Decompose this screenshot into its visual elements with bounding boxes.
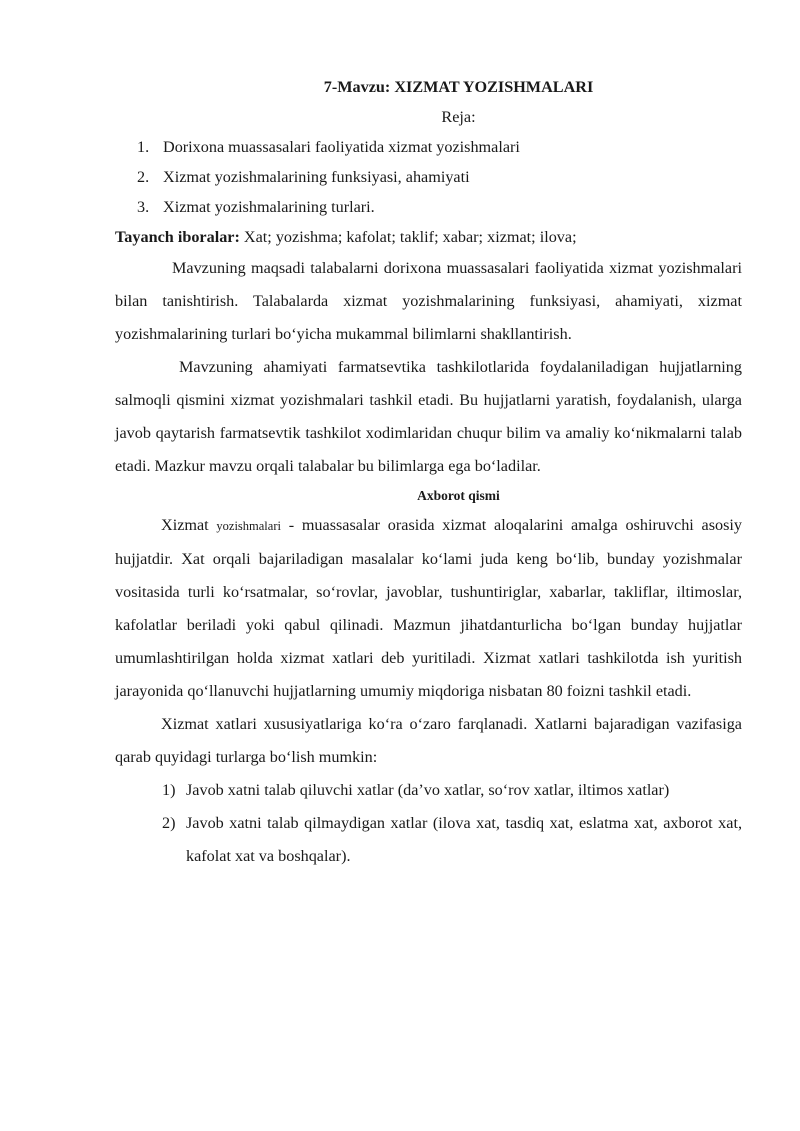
letter-type-item bbox=[115, 774, 742, 807]
info-paragraph-2: Xizmat xatlari xususiyatlariga ko‘ra o‘zaro farqlanadi. Xatlarni bajaradigan vazifasiga qarab quyidagi turlarga bo‘lish mumkin: bbox=[115, 715, 742, 766]
importance-paragraph: Mavzuning ahamiyati farmatsevtika tashkilotlarida foydalaniladigan hujjatlarning salmoqli qismini xizmat yozishmalari tashkil etadi. Bu hujjatlarni yaratish, foydalanish, ularga javob qaytarish farmatsevtik tashkilot xodimlaridan chuqur bilim va amaliy ko‘nikmalarni talab etadi. Mazkur mavzu orqali talabalar bu bilimlarga ega bo‘ladilar. bbox=[115, 358, 742, 475]
plan-item-number: 3. bbox=[137, 198, 150, 216]
info-paragraph-1-start: Xizmat bbox=[161, 516, 217, 534]
info-paragraph-1 bbox=[115, 509, 742, 708]
plan-list bbox=[115, 132, 742, 222]
plan-item-text: Xizmat yozishmalarining turlari. bbox=[163, 198, 375, 216]
plan-item bbox=[115, 132, 742, 162]
letter-type-number: 1) bbox=[162, 781, 176, 799]
goal-paragraph: Mavzuning maqsadi talabalarni dorixona muassasalari faoliyatida xizmat yozishmalari bilan tanishtirish. Talabalarda xizmat yozishmalarining funksiyasi, ahamiyati, xizmat yozishmalarining turlari bo‘yicha mukammal bilimlarni shakllantirish. bbox=[115, 259, 742, 343]
plan-item bbox=[115, 162, 742, 192]
letter-type-item bbox=[115, 807, 742, 873]
document-page bbox=[115, 72, 742, 873]
document-title: 7-Mavzu: XIZMAT YOZISHMALARI bbox=[323, 78, 594, 96]
letter-type-text: Javob xatni talab qilmaydigan xatlar (ilova xat, tasdiq xat, eslatma xat, axborot xat, kafolat xat va boshqalar). bbox=[186, 814, 742, 865]
keywords-line bbox=[115, 222, 742, 252]
info-paragraph-1-rest: - muassasalar orasida xizmat aloqalarini amalga oshiruvchi asosiy hujjatdir. Xat orqali bajariladigan masalalar ko‘lami juda keng bo‘lib, bunday yozishmalar vositasida turli ko‘rsatmalar, so‘rovlar, javoblar, tushuntiriglar, xabarlar, takliflar, iltimoslar, kafolatlar beriladi yoki qabul qilinadi. Mazmun jihatdanturlicha bo‘lgan bunday hujjatlar umumlashtirilgan holda xizmat xatlari deb yuritiladi. Xizmat xatlari tashkilotda ish yuritish jarayonida qo‘llanuvchi hujjatlarning umumiy miqdoriga nisbatan 80 foizni tashkil etadi. bbox=[115, 516, 742, 700]
keywords-text: Xat; yozishma; kafolat; taklif; xabar; xizmat; ilova; bbox=[239, 228, 577, 246]
section-heading: Axborot qismi bbox=[417, 488, 500, 503]
letter-types-list bbox=[115, 774, 742, 873]
plan-item-text: Dorixona muassasalari faoliyatida xizmat yozishmalari bbox=[163, 138, 520, 156]
plan-item-number: 1. bbox=[137, 138, 150, 156]
letter-type-text: Javob xatni talab qiluvchi xatlar (da’vo xatlar, so‘rov xatlar, iltimos xatlar) bbox=[186, 781, 670, 799]
plan-item-text: Xizmat yozishmalarining funksiyasi, ahamiyati bbox=[163, 168, 470, 186]
letter-type-number: 2) bbox=[162, 814, 176, 832]
plan-item bbox=[115, 192, 742, 222]
info-paragraph-1-small: yozishmalari bbox=[216, 519, 281, 533]
plan-item-number: 2. bbox=[137, 168, 150, 186]
keywords-label: Tayanch iboralar: bbox=[115, 228, 240, 246]
plan-heading: Reja: bbox=[441, 108, 476, 126]
